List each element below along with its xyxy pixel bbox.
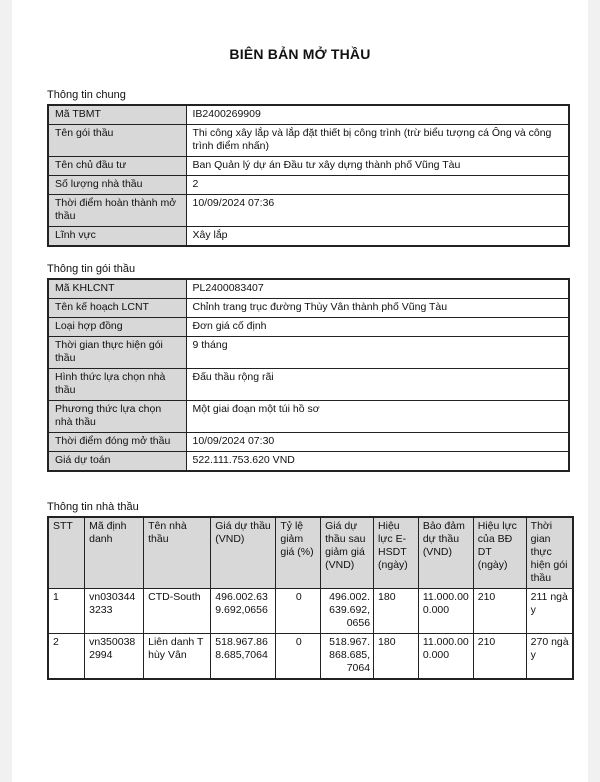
cell: 496.002.639.692,0656	[211, 589, 276, 634]
row-value: Ban Quản lý dự án Đầu tư xây dựng thành phố Vũng Tàu	[186, 157, 569, 176]
row-label: Tên kế hoạch LCNT	[48, 299, 186, 318]
table-row	[48, 125, 569, 157]
row-value: Xây lắp	[186, 227, 569, 247]
header-cell: Thời gian thực hiện gói thầu	[526, 517, 573, 589]
table-row	[48, 176, 569, 195]
section-heading-package: Thông tin gói thầu	[47, 263, 136, 276]
table-row	[48, 369, 569, 401]
table-row	[48, 227, 569, 247]
row-label: Mã KHLCNT	[48, 279, 186, 299]
cell: 11.000.000.000	[418, 634, 473, 680]
cell: 0	[276, 589, 321, 634]
general-info-table	[47, 104, 570, 247]
header-cell: Hiệu lực E-HSDT (ngày)	[374, 517, 419, 589]
header-cell: STT	[48, 517, 85, 589]
cell: 2	[48, 634, 85, 680]
cell: 496.002.639.692,0656	[321, 589, 374, 634]
row-value: 2	[186, 176, 569, 195]
header-cell: Mã định danh	[85, 517, 144, 589]
section-heading-contractors: Thông tin nhà thầu	[47, 501, 139, 514]
cell: 1	[48, 589, 85, 634]
table-row	[48, 299, 569, 318]
table-row	[48, 337, 569, 369]
table-row	[48, 589, 573, 634]
header-cell: Tỷ lệ giảm giá (%)	[276, 517, 321, 589]
table-header-row	[48, 517, 573, 589]
table-row	[48, 401, 569, 433]
row-value: 10/09/2024 07:30	[186, 433, 569, 452]
row-label: Số lượng nhà thầu	[48, 176, 186, 195]
table-row	[48, 318, 569, 337]
section-general	[47, 89, 574, 247]
table-row	[48, 452, 569, 472]
cell: 0	[276, 634, 321, 680]
row-label: Tên gói thầu	[48, 125, 186, 157]
cell: Liên danh Thùy Vân	[144, 634, 211, 680]
table-row	[48, 279, 569, 299]
cell: 518.967.868.685,7064	[211, 634, 276, 680]
row-value: Một giai đoạn một túi hồ sơ	[186, 401, 569, 433]
table-row	[48, 433, 569, 452]
cell: vn0303443233	[85, 589, 144, 634]
cell: 180	[374, 634, 419, 680]
table-row	[48, 157, 569, 176]
row-label: Hình thức lựa chọn nhà thầu	[48, 369, 186, 401]
row-value: Đấu thầu rộng rãi	[186, 369, 569, 401]
package-info-table	[47, 278, 570, 472]
row-label: Loại hợp đồng	[48, 318, 186, 337]
table-row	[48, 105, 569, 125]
row-value: Chỉnh trang trục đường Thùy Vân thành phố Vũng Tàu	[186, 299, 569, 318]
header-cell: Giá dự thầu sau giảm giá (VND)	[321, 517, 374, 589]
cell: 11.000.000.000	[418, 589, 473, 634]
row-value: 522.111.753.620 VND	[186, 452, 569, 472]
cell: 518.967.868.685,7064	[321, 634, 374, 680]
document-content	[12, 89, 588, 680]
row-label: Thời gian thực hiện gói thầu	[48, 337, 186, 369]
row-value: 10/09/2024 07:36	[186, 195, 569, 227]
row-label: Thời điểm đóng mở thầu	[48, 433, 186, 452]
header-cell: Giá dự thầu (VND)	[211, 517, 276, 589]
cell: 180	[374, 589, 419, 634]
cell: 211 ngày	[526, 589, 573, 634]
row-value: PL2400083407	[186, 279, 569, 299]
document-page	[12, 0, 588, 782]
row-value: Thi công xây lắp và lắp đặt thiết bị công trình (trừ biểu tượng cá Ông và công trình điểm nhấn)	[186, 125, 569, 157]
row-value: IB2400269909	[186, 105, 569, 125]
row-label: Mã TBMT	[48, 105, 186, 125]
row-label: Tên chủ đầu tư	[48, 157, 186, 176]
row-value: 9 tháng	[186, 337, 569, 369]
section-heading-general: Thông tin chung	[47, 89, 126, 101]
cell: 270 ngày	[526, 634, 573, 680]
row-label: Lĩnh vực	[48, 227, 186, 247]
row-label: Thời điểm hoàn thành mở thầu	[48, 195, 186, 227]
row-label: Giá dự toán	[48, 452, 186, 472]
cell: 210	[473, 589, 526, 634]
table-row	[48, 634, 573, 680]
cell: CTD-South	[144, 589, 211, 634]
table-row	[48, 195, 569, 227]
header-cell: Hiệu lực của BĐ DT (ngày)	[473, 517, 526, 589]
header-cell: Tên nhà thầu	[144, 517, 211, 589]
document-title: BIÊN BẢN MỞ THẦU	[229, 46, 371, 62]
row-value: Đơn giá cố định	[186, 318, 569, 337]
row-label: Phương thức lựa chọn nhà thầu	[48, 401, 186, 433]
section-contractors	[47, 501, 574, 680]
contractors-table	[47, 516, 574, 680]
cell: 210	[473, 634, 526, 680]
header-cell: Bảo đảm dự thầu (VND)	[418, 517, 473, 589]
cell: vn3500382994	[85, 634, 144, 680]
section-package	[47, 263, 574, 472]
